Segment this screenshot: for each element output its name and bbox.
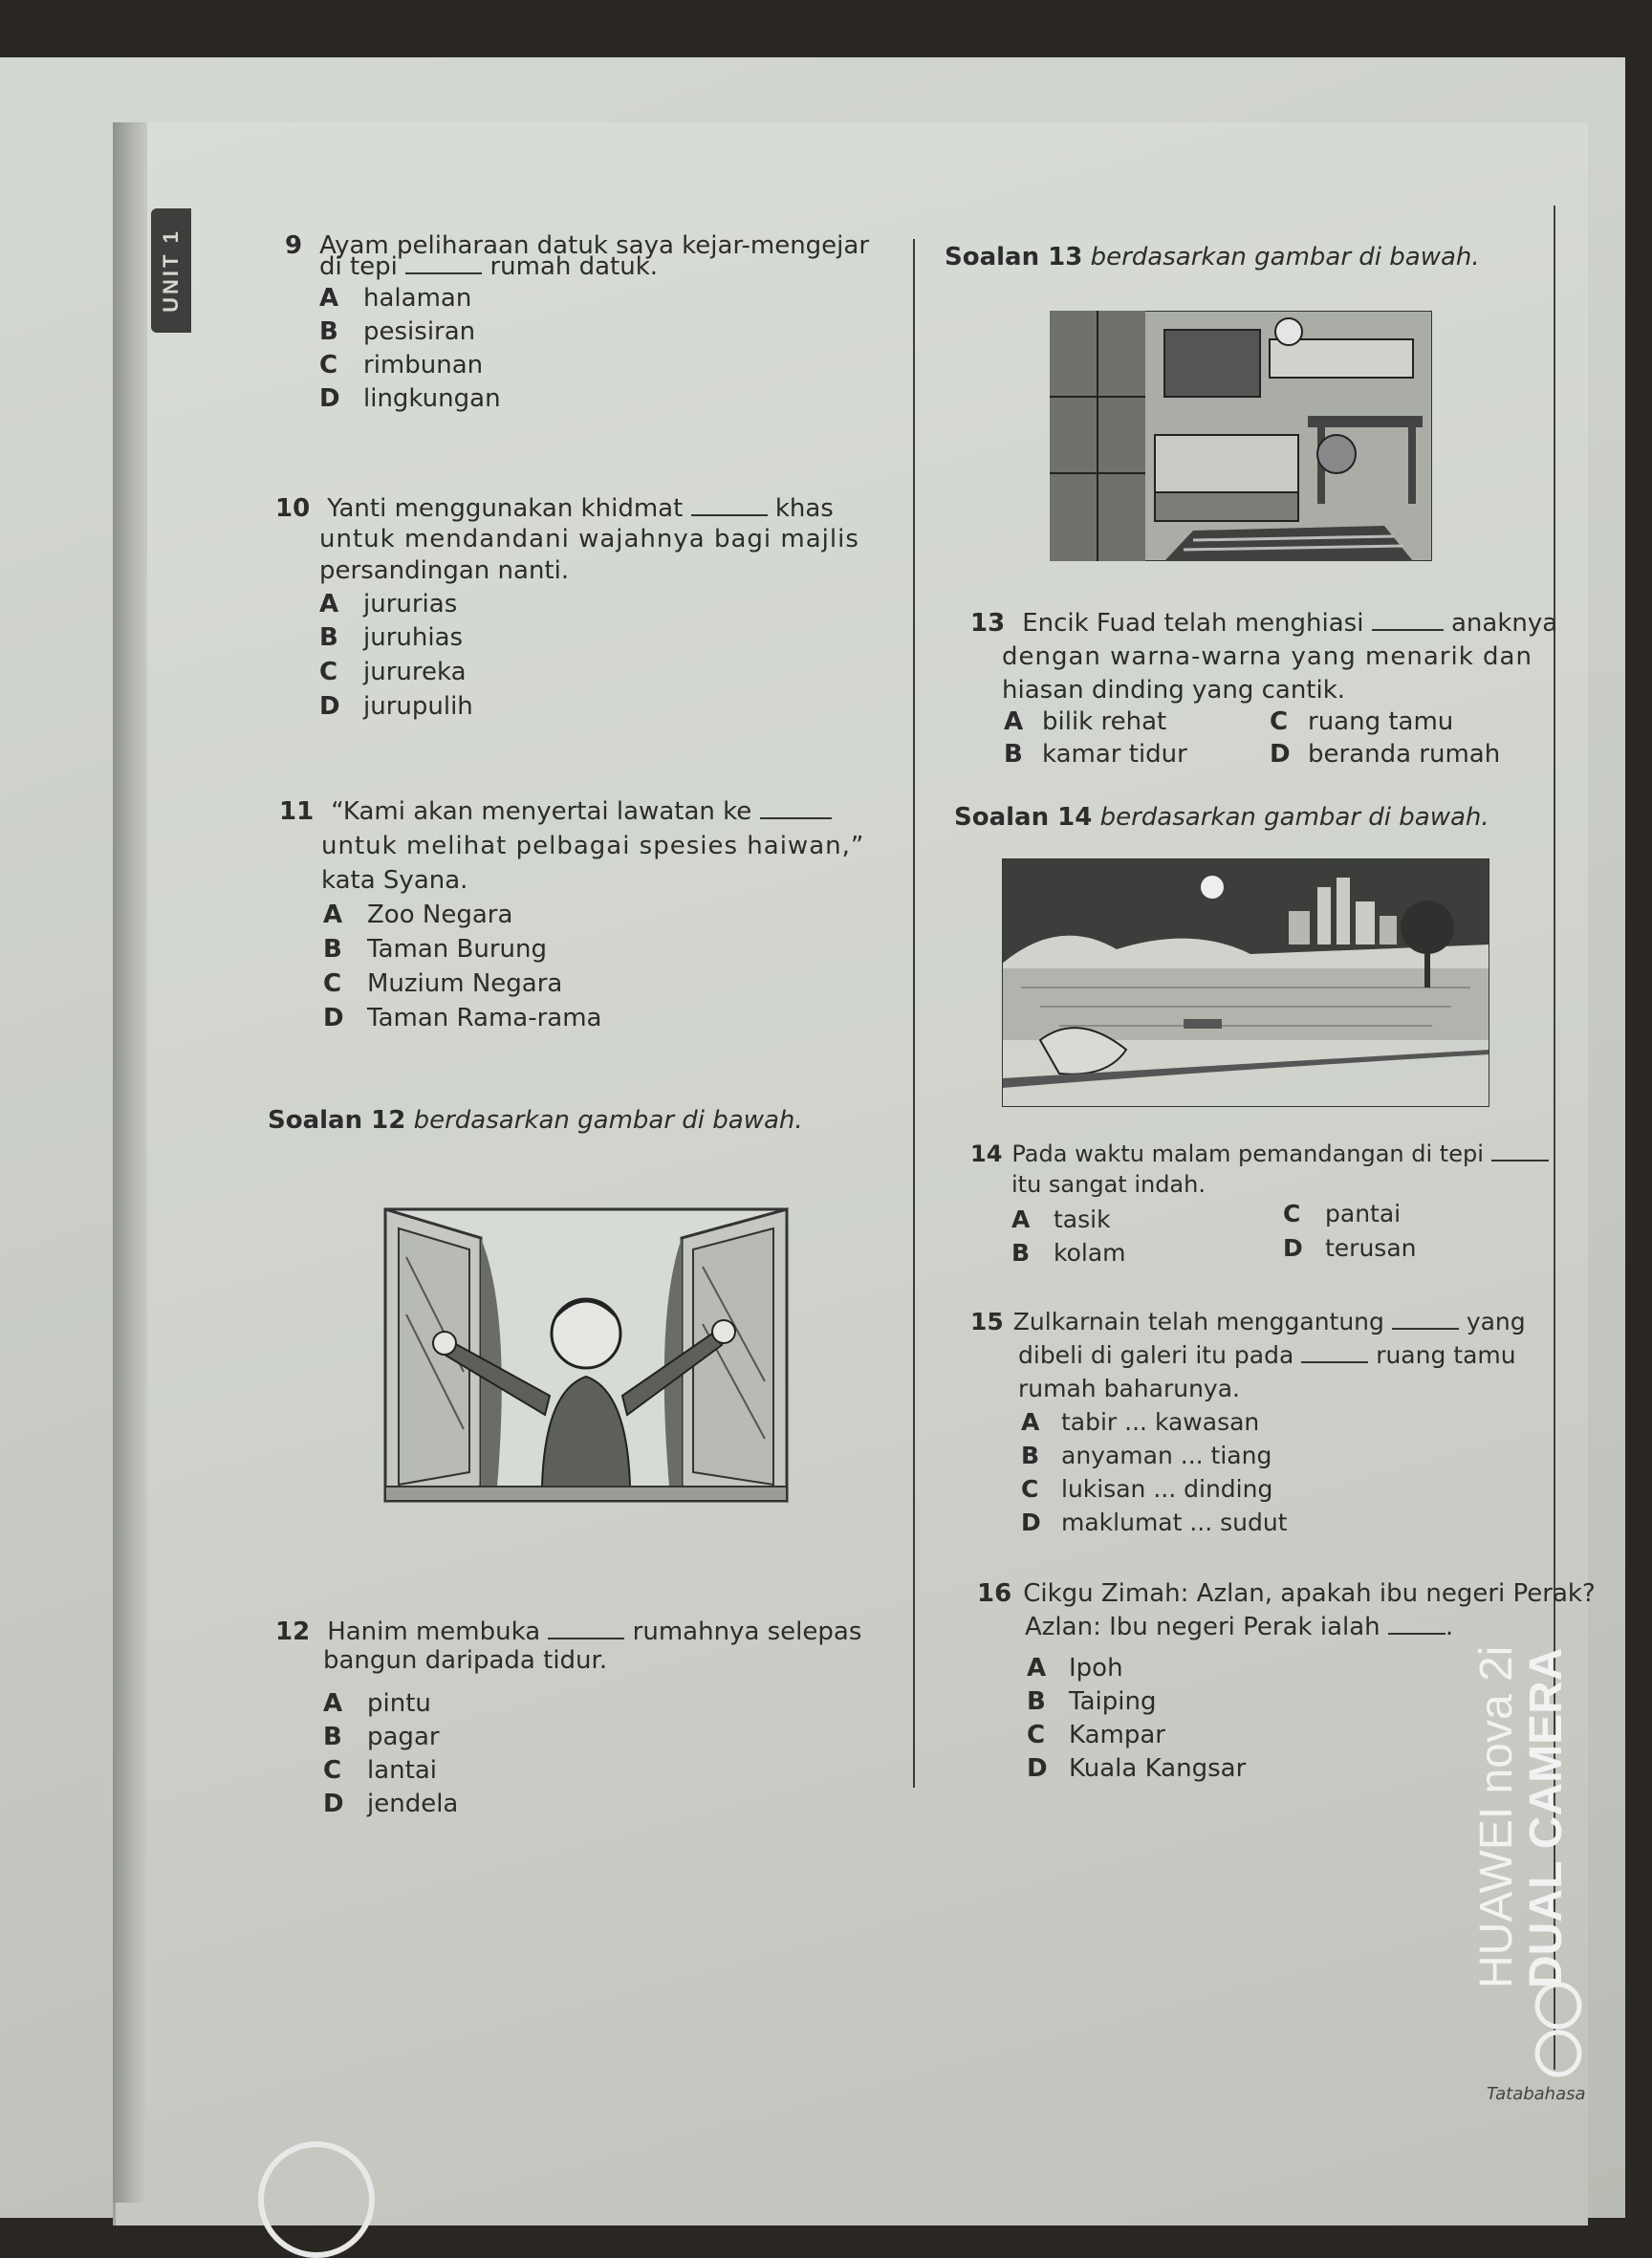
unit-tab-label: UNIT 1 [159,228,183,313]
q9-option-a[interactable]: A halaman [319,284,472,313]
q14-option-a[interactable]: A tasik [1011,1205,1111,1233]
soalan14-caption: Soalan 14 berdasarkan gambar di bawah. [954,803,1489,832]
binder-ring [258,2141,375,2258]
soalan13-caption: Soalan 13 berdasarkan gambar di bawah. [945,243,1480,271]
q13-line3: hiasan dinding yang cantik. [1002,676,1346,705]
unit-tab [151,208,191,333]
q10-option-d[interactable]: D jurupulih [319,692,473,721]
q13-option-a[interactable]: A bilik rehat [1004,707,1167,736]
watermark-line2: DUAL CAMERA [1521,1647,1572,1988]
bedroom-illustration [1050,311,1432,565]
q10-option-b[interactable]: B juruhias [319,623,464,652]
q9-option-c[interactable]: C rimbunan [319,351,484,380]
q13-option-d[interactable]: D beranda rumah [1270,740,1501,769]
q12-line2: bangun daripada tidur. [323,1646,608,1675]
q10-line3: persandingan nanti. [319,556,570,585]
q16-option-d[interactable]: D Kuala Kangsar [1027,1754,1247,1783]
camera-watermark [1472,1646,1572,1988]
window-illustration [378,1200,798,1514]
q14-option-c[interactable]: C pantai [1283,1200,1402,1227]
watermark-line1: HUAWEI nova 2i [1471,1645,1522,1988]
q16-line1: 16 Cikgu Zimah: Azlan, apakah ibu negeri Perak? [977,1579,1596,1608]
q14-line2: itu sangat indah. [1011,1171,1206,1198]
q14-option-d[interactable]: D terusan [1283,1234,1417,1262]
q10-option-a[interactable]: A jururias [319,590,458,619]
q9-line1: 9 Ayam peliharaan datuk saya kejar-mengejar [285,231,870,260]
q15-line1: 15 Zulkarnain telah menggantung yang [970,1308,1526,1335]
q11-line2: untuk melihat pelbagai spesies haiwan,” [321,832,865,860]
q14-option-b[interactable]: B kolam [1011,1239,1126,1267]
q12-option-a[interactable]: A pintu [323,1689,431,1718]
q16-option-c[interactable]: C Kampar [1027,1721,1165,1749]
q16-line2: Azlan: Ibu negeri Perak ialah . [1025,1613,1454,1641]
book-spine [113,122,147,2203]
q15-line2: dibeli di galeri itu pada ruang tamu [1018,1341,1516,1369]
q13-line1: 13 Encik Fuad telah menghiasi anaknya [970,609,1558,638]
column-divider [913,239,915,1788]
q14-line1: 14 Pada waktu malam pemandangan di tepi [970,1138,1549,1171]
q10-line2: untuk mendandani wajahnya bagi majlis [319,525,859,554]
q11-option-d[interactable]: D Taman Rama-rama [323,1004,602,1032]
q12-option-d[interactable]: D jendela [323,1790,459,1818]
q11-option-c[interactable]: C Muzium Negara [323,969,563,998]
night-lake-illustration [1002,858,1489,1111]
q12-line1: 12 Hanim membuka rumahnya selepas [275,1618,862,1646]
watermark-circles-icon [1530,1979,1587,2088]
q11-option-a[interactable]: A Zoo Negara [323,901,513,929]
soalan12-caption: Soalan 12 berdasarkan gambar di bawah. [268,1106,803,1135]
q12-option-b[interactable]: B pagar [323,1723,440,1751]
q9-option-b[interactable]: B pesisiran [319,317,476,346]
q15-option-d[interactable]: D maklumat ... sudut [1021,1509,1288,1536]
q11-line3: kata Syana. [321,866,468,895]
q16-option-a[interactable]: A Ipoh [1027,1654,1123,1683]
q15-option-c[interactable]: C lukisan ... dinding [1021,1475,1273,1503]
q15-line3: rumah baharunya. [1018,1375,1240,1402]
q11-line1: 11 “Kami akan menyertai lawatan ke [279,795,832,829]
q16-option-b[interactable]: B Taiping [1027,1687,1157,1716]
q13-option-b[interactable]: B kamar tidur [1004,740,1187,769]
q9-option-d[interactable]: D lingkungan [319,384,501,413]
q10-option-c[interactable]: C jurureka [319,658,467,686]
q10-line1: 10 Yanti menggunakan khidmat khas [275,494,834,523]
q11-option-b[interactable]: B Taman Burung [323,935,547,964]
q9-line2: di tepi rumah datuk. [319,252,659,281]
q13-line2: dengan warna-warna yang menarik dan [1002,642,1532,671]
footer-text: Tatabahasa [1487,2084,1586,2104]
q12-option-c[interactable]: C lantai [323,1756,437,1785]
q13-option-c[interactable]: C ruang tamu [1270,707,1454,736]
q15-option-b[interactable]: B anyaman ... tiang [1021,1442,1272,1469]
q15-option-a[interactable]: A tabir ... kawasan [1021,1408,1260,1436]
